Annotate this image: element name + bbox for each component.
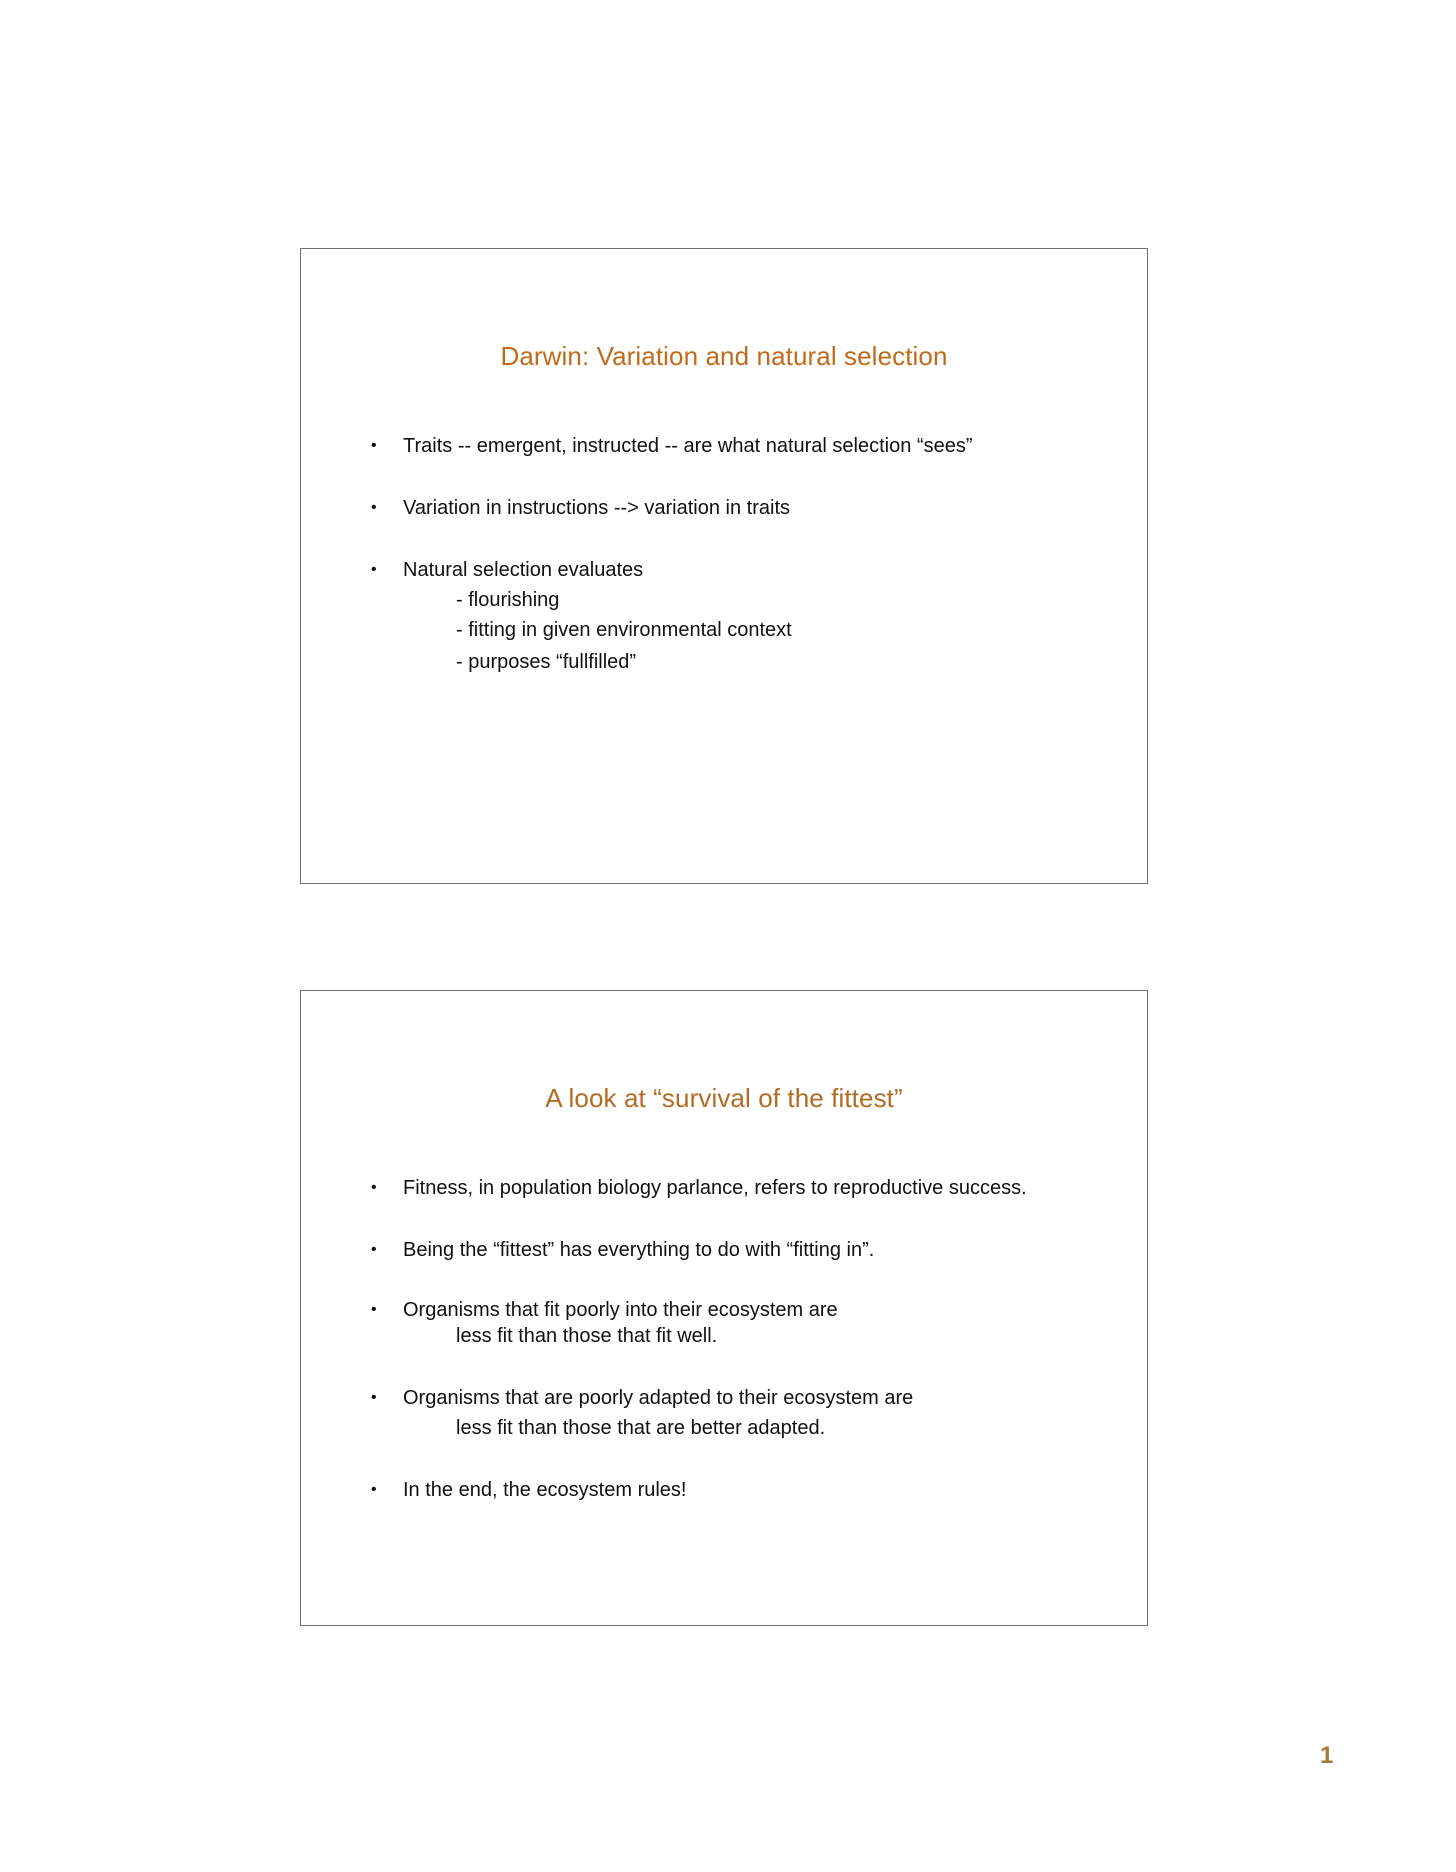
slide-1-bullet-3-sub-1: - flourishing <box>456 589 560 611</box>
bullet-text: Fitness, in population biology parlance, refers to reproductive success. <box>403 1177 1027 1199</box>
page-number: 1 <box>1320 1742 1334 1769</box>
bullet-text: Organisms that fit poorly into their ecosystem are <box>403 1299 838 1321</box>
bullet-text: Natural selection evaluates <box>403 559 644 581</box>
slide-1-title: Darwin: Variation and natural selection <box>500 341 948 371</box>
bullet-text: Being the “fittest” has everything to do with “fitting in”. <box>403 1239 875 1261</box>
slide-2 <box>300 990 1148 1626</box>
bullet-dot-icon: • <box>371 561 377 578</box>
slide-2-bullet-4-sub-1: less fit than those that are better adapted. <box>456 1417 826 1439</box>
bullet-text: Traits -- emergent, instructed -- are what natural selection “sees” <box>403 435 973 457</box>
slide-1-bullet-3-sub-3: - purposes “fullfilled” <box>456 651 637 673</box>
bullet-dot-icon: • <box>371 1179 377 1196</box>
bullet-text: In the end, the ecosystem rules! <box>403 1479 687 1501</box>
slide-1 <box>300 248 1148 884</box>
bullet-dot-icon: • <box>371 1389 377 1406</box>
bullet-dot-icon: • <box>371 1241 377 1258</box>
slide-2-title: A look at “survival of the fittest” <box>545 1083 903 1113</box>
bullet-dot-icon: • <box>371 1481 377 1498</box>
bullet-text: Organisms that are poorly adapted to their ecosystem are <box>403 1387 914 1409</box>
bullet-dot-icon: • <box>371 499 377 516</box>
slide-2-bullet-3-sub-1: less fit than those that fit well. <box>456 1325 718 1347</box>
slide-1-bullet-3-sub-2: - fitting in given environmental context <box>456 619 792 641</box>
bullet-dot-icon: • <box>371 1301 377 1318</box>
bullet-text: Variation in instructions --> variation in traits <box>403 497 791 519</box>
bullet-dot-icon: • <box>371 437 377 454</box>
